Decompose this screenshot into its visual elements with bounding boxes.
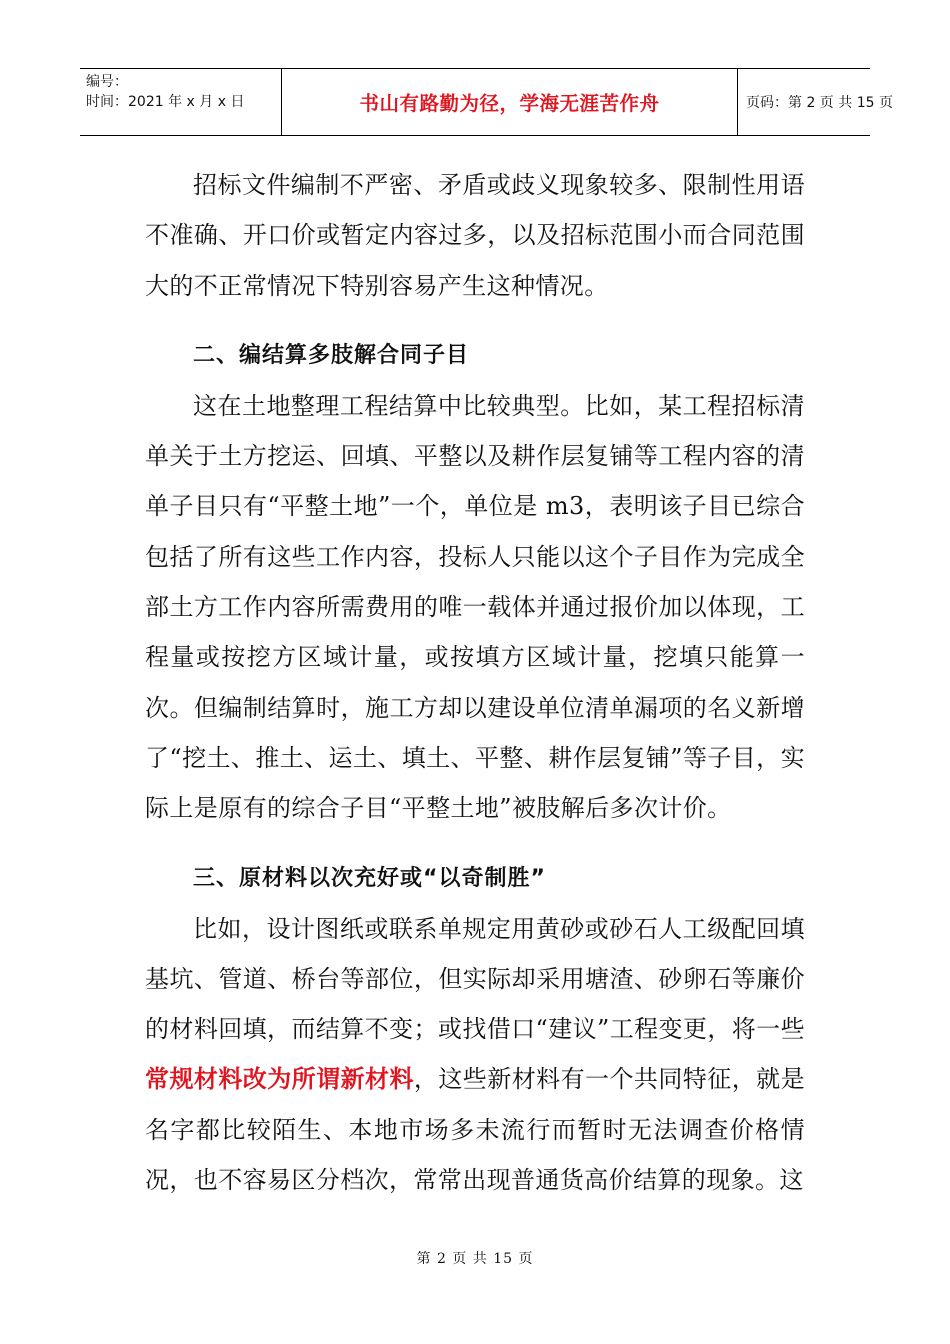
paragraph: 招标文件编制不严密、矛盾或歧义现象较多、限制性用语不准确、开口价或暂定内容过多，以及招标范围小而合同范围大的不正常情况下特别容易产生这种情况。 <box>145 171 805 300</box>
header-page-code: 页码：第 2 页 共 15 页 <box>746 95 893 111</box>
page-header <box>80 68 893 136</box>
document-date: 时间：2021 年 x 月 x 日 <box>86 94 245 110</box>
section-heading: 二、编结算多肢解合同子目 <box>193 342 470 368</box>
paragraph <box>145 904 805 1206</box>
page-footer: 第 2 页 共 15 页 <box>416 1251 534 1267</box>
paragraph: 这在土地整理工程结算中比较典型。比如，某工程招标清单关于土方挖运、回填、平整以及耕作层复铺等工程内容的清单子目只有“平整土地”一个，单位是 m3，表明该子目已综合包括了所有这些工作内容，投标人只能以这个子目作为完成全部土方工作内容所需费用的唯一载体并通过报价加以体现，工程量或按挖方区域计量，或按填方区域计量，挖填只能算一次。但编制结算时，施工方却以建设单位清单漏项的名义新增了“挖土、推土、运土、填土、平整、耕作层复铺”等子目，实际上是原有的综合子目“平整土地”被肢解后多次计价。 <box>145 391 805 823</box>
header-motto: 书山有路勤为径，学海无涯苦作舟 <box>282 69 738 135</box>
highlighted-text: 常规材料改为所谓新材料 <box>145 1064 414 1094</box>
section-heading: 三、原材料以次充好或“以奇制胜” <box>193 865 546 891</box>
document-body <box>145 160 805 1205</box>
document-number: 编号： <box>86 74 128 90</box>
header-meta <box>80 69 282 135</box>
paragraph-text: 比如，设计图纸或联系单规定用黄砂或砂石人工级配回填基坑、管道、桥台等部位，但实际却采用塘渣、砂卵石等廉价的材料回填，而结算不变；或找借口“建议”工程变更，将一些 <box>145 914 805 1044</box>
paragraph-text: ，这些新材料有一个共同特征，就是名字都比较陌生、本地市场多未流行而暂时无法调查价格情况，也不容易区分档次，常常出现普通货高价结算的现象。这 <box>145 1065 805 1195</box>
